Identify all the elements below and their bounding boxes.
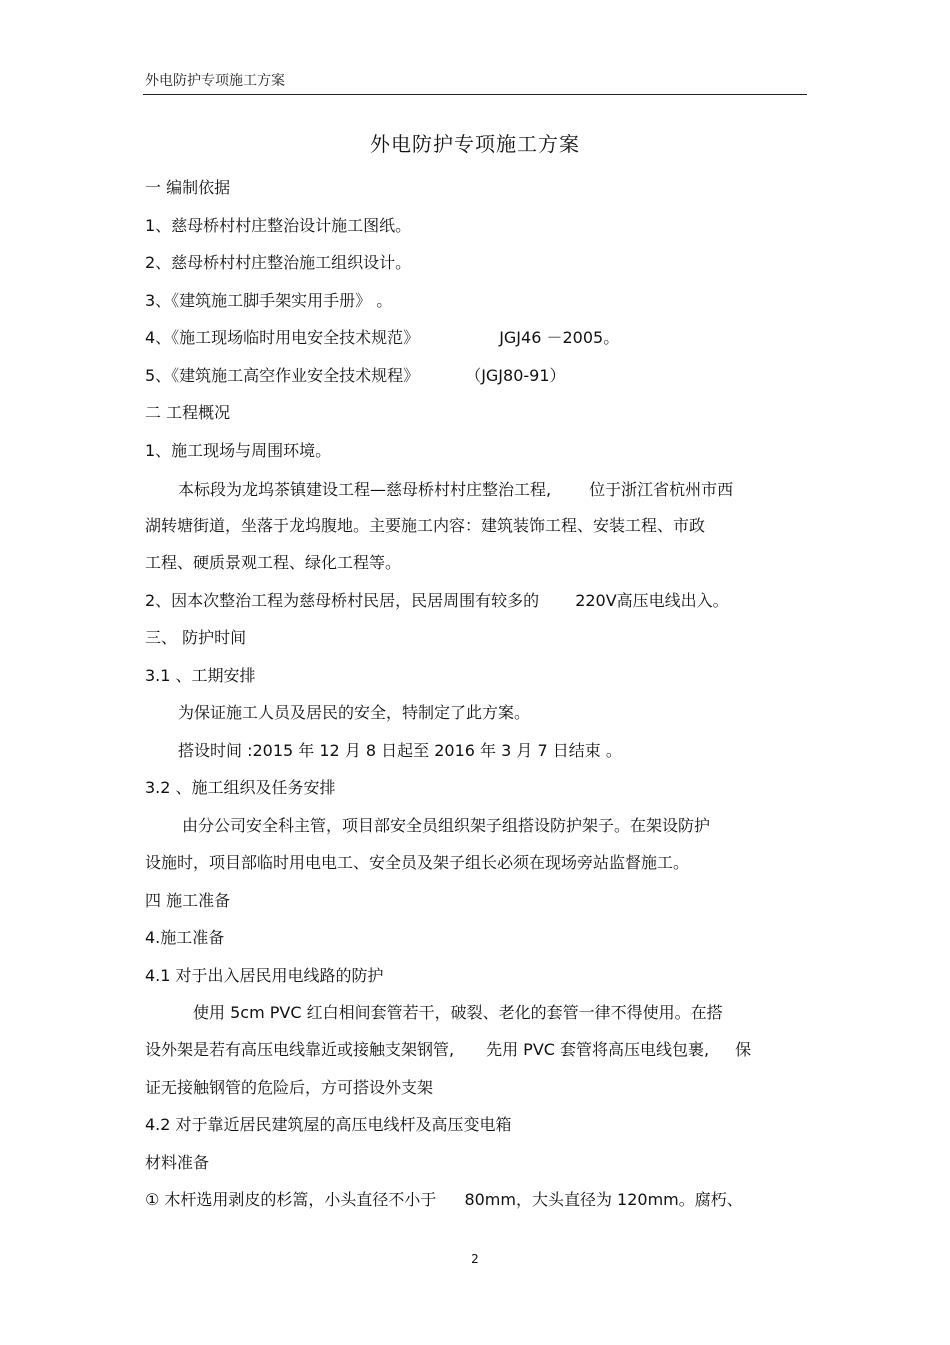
page-number: 2 [471, 1252, 479, 1266]
reference-item: 3、《建筑施工脚手架实用手册》 。 [145, 291, 393, 310]
document-title: 外电防护专项施工方案 [370, 132, 580, 156]
paragraph-text: 设外架是若有高压电线靠近或接触支架钢管, [145, 1040, 455, 1059]
subsection-heading: 3.1 、工期安排 [145, 666, 256, 685]
paragraph-text: 位于浙江省杭州市西 [589, 480, 734, 499]
subsection-heading: 3.2 、施工组织及任务安排 [145, 778, 336, 797]
paragraph-line: 使用 5cm PVC 红白相间套管若干，破裂、老化的套管一律不得使用。在搭 [193, 1003, 723, 1022]
paragraph-line [178, 477, 733, 500]
running-header-title: 外电防护专项施工方案 [145, 73, 285, 89]
reference-item [145, 325, 619, 348]
section-heading: 三、 防护时间 [145, 628, 247, 647]
reference-item [145, 363, 566, 386]
paragraph-text: 220V高压电线出入。 [575, 591, 729, 610]
header-divider [143, 94, 807, 95]
paragraph-text: 80mm，大头直径为 120mm。腐朽、 [464, 1190, 743, 1209]
paragraph-line [145, 1187, 743, 1210]
paragraph-line: 由分公司安全科主管，项目部安全员组织架子组搭设防护架子。在架设防护 [182, 816, 711, 835]
paragraph-text: 本标段为龙坞茶镇建设工程—慈母桥村村庄整治工程, [178, 480, 552, 499]
paragraph-text: 先用 PVC 套管将高压电线包裹, [486, 1040, 710, 1059]
reference-item-code: （JGJ80-91） [465, 366, 566, 385]
paragraph-line: 为保证施工人员及居民的安全，特制定了此方案。 [178, 703, 531, 722]
paragraph-text: 2、因本次整治工程为慈母桥村民居，民居周围有较多的 [145, 591, 540, 610]
subsection-heading: 1、施工现场与周围环境。 [145, 441, 332, 460]
paragraph-line [145, 588, 729, 611]
paragraph-text: ① 木杆选用剥皮的杉篙，小头直径不小于 [145, 1190, 437, 1209]
reference-item-title: 4、《施工现场临时用电安全技术规范》 [145, 328, 420, 347]
section-heading: 四 施工准备 [145, 891, 231, 910]
paragraph-line: 设施时，项目部临时用电电工、安全员及架子组长必须在现场旁站监督施工。 [145, 853, 690, 872]
subsection-heading: 4.2 对于靠近居民建筑屋的高压电线杆及高压变电箱 [145, 1115, 512, 1134]
paragraph-line [145, 1037, 751, 1060]
paragraph-line: 证无接触钢管的危险后，方可搭设外支架 [145, 1078, 434, 1097]
subsection-heading: 4.施工准备 [145, 928, 225, 947]
paragraph-line: 搭设时间 :2015 年 12 月 8 日起至 2016 年 3 月 7 日结束 。 [178, 741, 622, 760]
section-heading: 一 编制依据 [145, 178, 231, 197]
paragraph-line: 湖转塘街道，坐落于龙坞腹地。主要施工内容：建筑装饰工程、安装工程、市政 [145, 516, 706, 535]
paragraph-line: 工程、硬质景观工程、绿化工程等。 [145, 553, 402, 572]
reference-item-code: JGJ46 －2005。 [499, 328, 620, 347]
paragraph-text: 保 [735, 1040, 752, 1059]
section-heading: 二 工程概况 [145, 403, 231, 422]
reference-item: 1、慈母桥村村庄整治设计施工图纸。 [145, 216, 412, 235]
subsection-heading: 材料准备 [145, 1153, 210, 1172]
reference-item-title: 5、《建筑施工高空作业安全技术规程》 [145, 366, 420, 385]
subsection-heading: 4.1 对于出入居民用电线路的防护 [145, 966, 384, 985]
reference-item: 2、慈母桥村村庄整治施工组织设计。 [145, 253, 412, 272]
